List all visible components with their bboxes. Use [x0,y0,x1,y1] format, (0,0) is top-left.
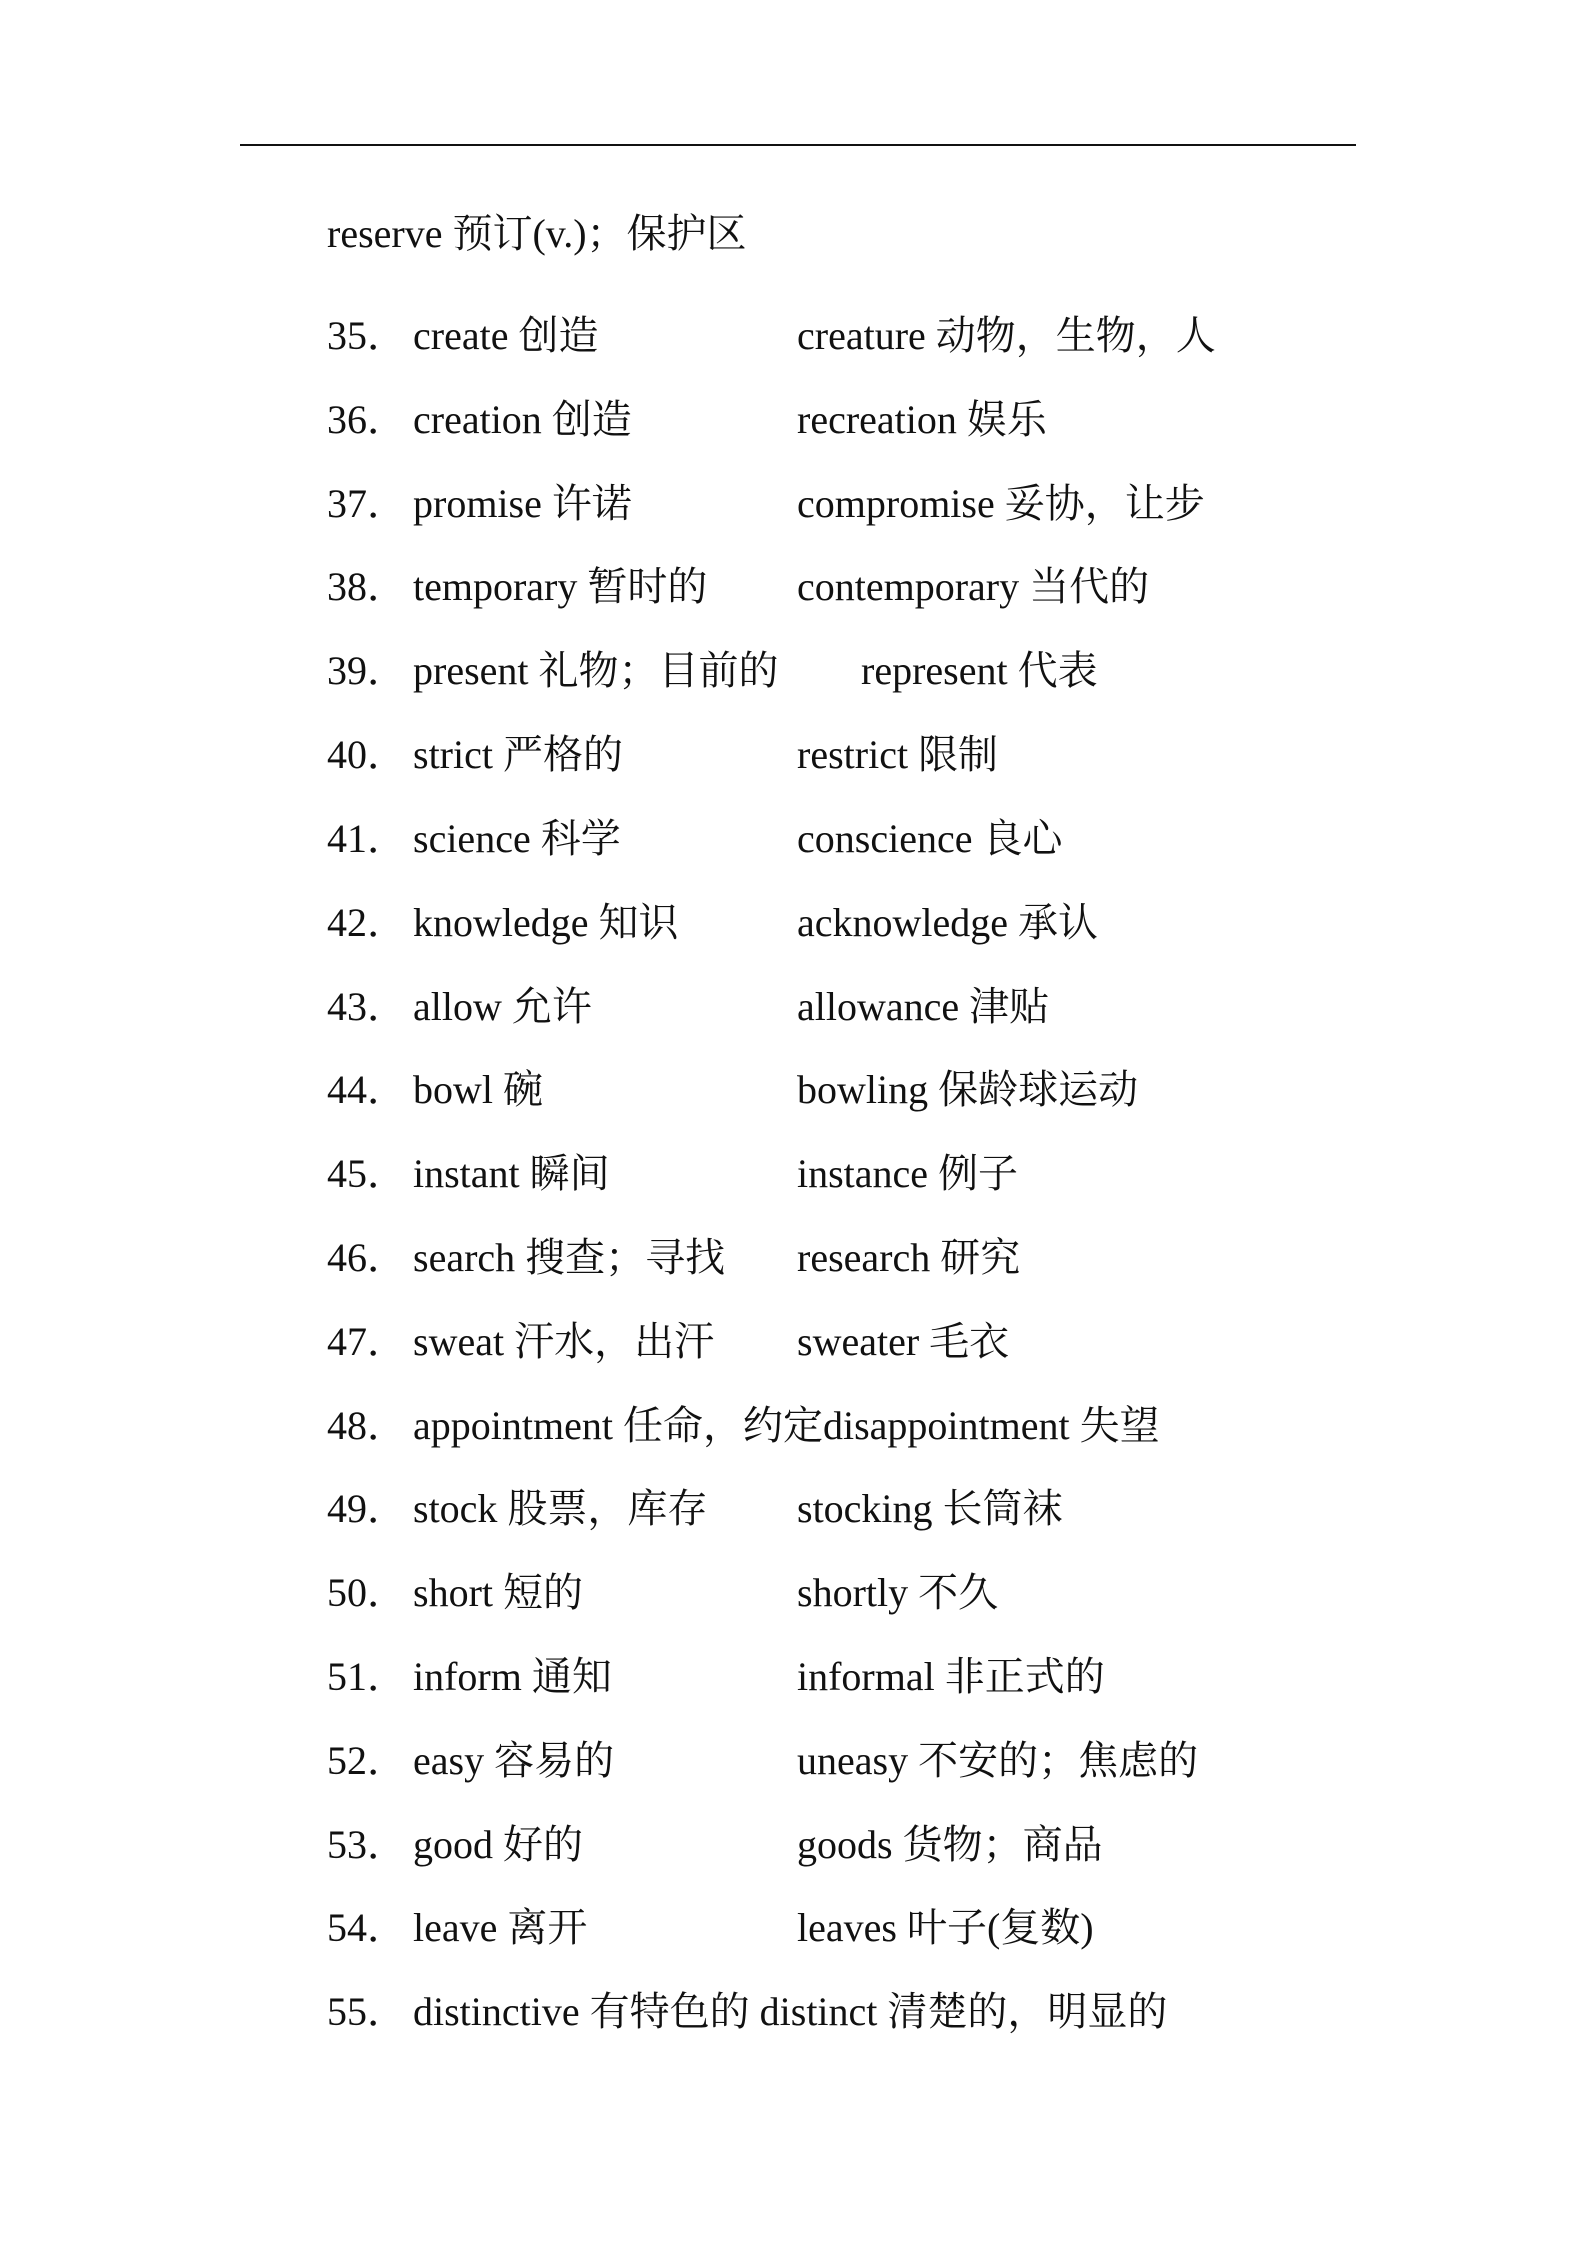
entry-meaning: 容易的 [494,1738,615,1783]
entry-meaning: 任命，约定 [622,1403,823,1448]
entry-word-pair-right [797,1565,998,1621]
vocab-entry [327,1398,1327,1454]
intro-word: reserve [327,211,443,256]
entry-number: 40． [327,732,407,777]
entry-number: 52． [327,1738,407,1783]
entry-meaning: 通知 [531,1654,612,1699]
vocab-entry [327,727,1327,783]
entry-word-pair-left [413,1146,610,1202]
entry-word-pair-left [413,1062,543,1118]
entry-word: create [413,313,509,358]
entry-number: 42． [327,900,407,945]
entry-word: stock [413,1486,498,1531]
entry-related-meaning: 毛衣 [929,1319,1010,1364]
entry-number: 48． [327,1403,407,1448]
entry-meaning: 股票，库存 [507,1486,708,1531]
entry-related-word: allowance [797,984,960,1029]
entry-word-pair-right [797,1900,1094,1956]
entry-meaning: 严格的 [502,732,623,777]
entry-meaning: 搜查；寻找 [525,1235,726,1280]
vocab-entry [327,476,1327,532]
vocab-entry [327,1146,1327,1202]
vocab-entry [327,1565,1327,1621]
vocab-entry [327,1733,1327,1789]
entry-number: 54． [327,1905,407,1950]
entry-related-meaning: 津贴 [969,984,1050,1029]
entry-related-word: sweater [797,1319,920,1364]
entry-word: science [413,816,531,861]
entry-word: good [413,1822,493,1867]
entry-meaning: 科学 [540,816,621,861]
entry-meaning: 碗 [503,1067,543,1112]
vocab-entry [327,895,1327,951]
entry-word-pair-right [797,392,1047,448]
vocab-entry [327,392,1327,448]
entry-related-meaning: 娱乐 [966,397,1047,442]
entry-related-meaning: 失望 [1079,1403,1160,1448]
entry-related-meaning: 限制 [918,732,999,777]
entry-number: 51． [327,1654,407,1699]
entry-word: promise [413,481,542,526]
vocab-entry [327,811,1327,867]
entry-related-meaning: 保龄球运动 [938,1067,1139,1112]
vocab-entry [327,1900,1327,1956]
entry-related-meaning: 良心 [982,816,1063,861]
entry-word-pair-left [413,895,679,951]
entry-related-word: uneasy [797,1738,909,1783]
vocab-entry [327,1649,1327,1705]
entry-word: temporary [413,564,578,609]
entry-number: 45． [327,1151,407,1196]
entry-word: strict [413,732,493,777]
entry-meaning: 礼物；目前的 [538,648,779,693]
vocab-entry [327,1481,1327,1537]
entry-number: 55． [327,1989,407,2034]
entry-word-pair-left [413,1649,612,1705]
entry-word-pair-right [797,1230,1020,1286]
entry-related-word: conscience [797,816,973,861]
entry-number: 35． [327,313,407,358]
entry-word-pair-right [797,1314,1009,1370]
entry-meaning: 允许 [511,984,592,1029]
entry-word-pair-left [413,1565,583,1621]
entry-meaning: 有特色的 [579,1989,750,2034]
entry-word-pair-right [861,643,1098,699]
vocab-entry [327,1817,1327,1873]
entry-word-pair-left [413,1314,714,1370]
entry-word-pair-right [797,1481,1063,1537]
vocab-entry [327,308,1327,364]
entry-number: 49． [327,1486,407,1531]
entry-word-pair-right [797,476,1205,532]
entry-related-word: compromise [797,481,995,526]
entry-meaning: 短的 [503,1570,583,1615]
entry-number: 53． [327,1822,407,1867]
entry-related-meaning: 动物，生物，人 [935,313,1216,358]
entry-word: leave [413,1905,498,1950]
entry-related-word: creature [797,313,926,358]
entry-word-pair-left [413,643,779,699]
entry-related-word: leaves [797,1905,897,1950]
entry-number: 36． [327,397,407,442]
entry-related-word: recreation [797,397,957,442]
entry-number: 46． [327,1235,407,1280]
entry-word: creation [413,397,542,442]
vocab-entry [327,1062,1327,1118]
entry-word: knowledge [413,900,589,945]
intro-meaning: 预订(v.)；保护区 [452,211,747,256]
entry-related-word: restrict [797,732,909,777]
entry-meaning: 创造 [551,397,632,442]
entry-related-meaning: 非正式的 [944,1654,1105,1699]
entry-word-pair-left [413,392,632,448]
vocab-entry [327,559,1327,615]
vocab-entry [327,979,1327,1035]
entry-number: 43． [327,984,407,1029]
entry-word-pair-right [797,811,1062,867]
entry-meaning: 许诺 [551,481,632,526]
entry-word-pair-left [413,811,621,867]
entry-word: appointment [413,1403,613,1448]
entry-word-pair-right [797,1817,1103,1873]
entry-related-meaning: 叶子(复数) [906,1905,1094,1950]
entry-related-word: contemporary [797,564,1020,609]
entry-word-pair-left [413,1817,583,1873]
entry-related-meaning: 妥协，让步 [1004,481,1205,526]
entry-word-pair-left [413,559,707,615]
entry-related-meaning: 代表 [1017,648,1098,693]
entry-meaning: 创造 [518,313,599,358]
entry-number: 38． [327,564,407,609]
entry-related-word: stocking [797,1486,933,1531]
entry-word-pair-left [413,727,623,783]
entry-related-word: acknowledge [797,900,1009,945]
entry-number: 37． [327,481,407,526]
entry-related-word: distinct [759,1989,878,2034]
entry-related-meaning: 承认 [1018,900,1099,945]
entry-word-pair-left [413,979,592,1035]
entry-word-pair-left [413,1481,707,1537]
entry-word: inform [413,1654,522,1699]
entry-meaning: 知识 [598,900,679,945]
entry-number: 39． [327,648,407,693]
entry-related-meaning: 研究 [940,1235,1021,1280]
entry-related-word: goods [797,1822,893,1867]
entry-related-meaning: 当代的 [1029,564,1150,609]
entry-number: 44． [327,1067,407,1112]
entry-related-word: research [797,1235,931,1280]
entry-word: bowl [413,1067,493,1112]
entry-number: 41． [327,816,407,861]
entry-related-meaning: 不久 [918,1570,999,1615]
entry-word-pair-right [797,1146,1018,1202]
entry-word-pair-left [413,1230,725,1286]
entry-meaning: 离开 [507,1905,588,1950]
entry-related-meaning: 长筒袜 [942,1486,1063,1531]
vocab-entry [327,643,1327,699]
vocab-entry [327,1230,1327,1286]
entry-word: easy [413,1738,485,1783]
entry-word-pair-right [797,895,1098,951]
entry-word: sweat [413,1319,505,1364]
vocabulary-list [327,0,1427,2245]
entry-related-word: bowling [797,1067,929,1112]
entry-word: distinctive [413,1989,580,2034]
entry-word-pair-left [413,308,598,364]
entry-word: instant [413,1151,520,1196]
entry-number: 50． [327,1570,407,1615]
entry-related-meaning: 例子 [938,1151,1019,1196]
entry-word-pair-right [797,559,1149,615]
entry-word-pair-right [797,1649,1105,1705]
vocab-entry [327,1314,1327,1370]
entry-word-pair-left [413,1733,614,1789]
entry-word: short [413,1570,493,1615]
entry-word: search [413,1235,516,1280]
entry-related-word: represent [861,648,1008,693]
entry-word-pair-right [797,727,998,783]
entry-related-word: instance [797,1151,929,1196]
entry-related-word: informal [797,1654,935,1699]
entry-number: 47． [327,1319,407,1364]
entry-meaning: 汗水，出汗 [514,1319,715,1364]
entry-word-pair-left [413,1900,587,1956]
entry-word-pair-right [797,1062,1138,1118]
entry-meaning: 暂时的 [587,564,708,609]
entry-meaning: 瞬间 [529,1151,610,1196]
entry-related-word: shortly [797,1570,909,1615]
entry-word-pair-right [797,308,1216,364]
entry-related-word: disappointment [822,1403,1070,1448]
entry-word-pair-right [797,979,1049,1035]
entry-word-pair-inline [413,1398,1160,1454]
entry-word-pair-left [413,476,632,532]
entry-word: allow [413,984,502,1029]
vocab-entry [327,1984,1327,2040]
entry-word: present [413,648,529,693]
entry-meaning: 好的 [503,1822,583,1867]
entry-word-pair-inline [413,1984,1167,2040]
entry-related-meaning: 货物；商品 [902,1822,1103,1867]
entry-related-meaning: 清楚的，明显的 [877,1989,1168,2034]
entry-related-meaning: 不安的；焦虑的 [918,1738,1199,1783]
entry-word-pair-right [797,1733,1198,1789]
